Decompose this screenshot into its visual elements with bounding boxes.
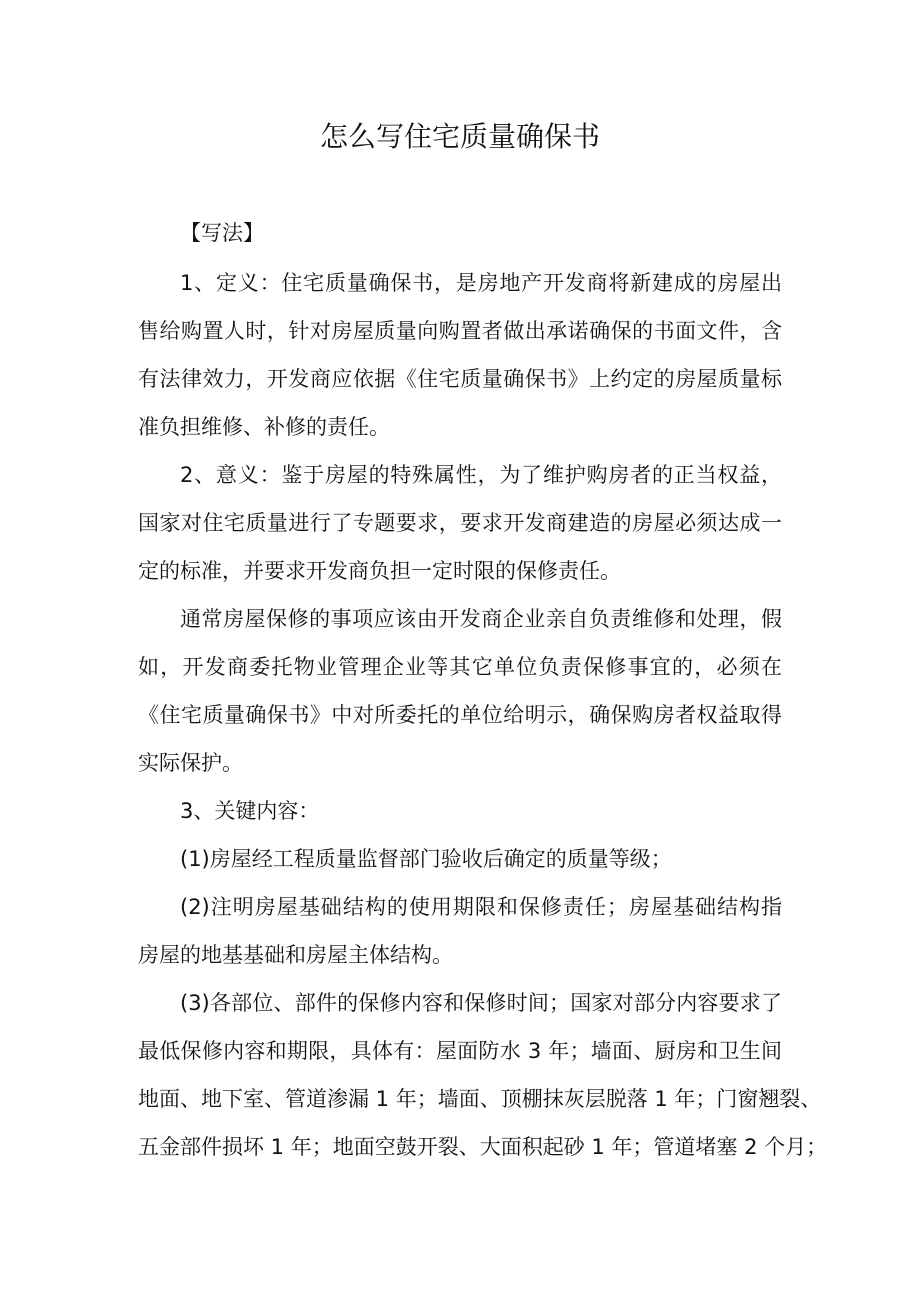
paragraph [138,259,782,451]
text-line: 《住宅质量确保书》中对所委托的单位给明示，确保购房者权益取得 [138,703,782,727]
paragraph [138,835,782,883]
paragraph [138,979,828,1171]
text-line: 五金部件损坏 1 年；地面空鼓开裂、大面积起砂 1 年；管道堵塞 2 个月； [138,1135,828,1159]
text-line: 最低保修内容和期限，具体有：屋面防水 3 年；墙面、厨房和卫生间 [138,1039,782,1063]
document-title: 怎么写住宅质量确保书 [319,120,600,153]
text-line: 地面、地下室、管道渗漏 1 年；墙面、顶棚抹灰层脱落 1 年；门窗翘裂、 [138,1087,822,1111]
text-line: 准负担维修、补修的责任。 [138,415,390,439]
text-line: 2、意义：鉴于房屋的特殊属性，为了维护购房者的正当权益， [180,463,782,487]
document-body [138,209,828,1171]
text-line: (2)注明房屋基础结构的使用期限和保修责任；房屋基础结构指 [180,895,782,919]
paragraph [138,451,782,595]
paragraphs [138,259,828,1171]
text-line: 实际保护。 [138,751,243,775]
text-line: 房屋的地基基础和房屋主体结构。 [138,943,453,967]
paragraph [138,787,782,835]
text-line: 有法律效力，开发商应依据《住宅质量确保书》上约定的房屋质量标 [138,367,782,391]
text-line: 1、定义：住宅质量确保书，是房地产开发商将新建成的房屋出 [180,271,782,295]
paragraph [138,595,782,787]
section-heading: 【写法】 [180,221,264,245]
text-line: 3、关键内容： [180,799,320,823]
text-line: 定的标准，并要求开发商负担一定时限的保修责任。 [138,559,621,583]
text-line: 通常房屋保修的事项应该由开发商企业亲自负责维修和处理，假 [180,607,782,631]
text-line: (3)各部位、部件的保修内容和保修时间；国家对部分内容要求了 [180,991,782,1015]
text-line: 如，开发商委托物业管理企业等其它单位负责保修事宜的，必须在 [138,655,782,679]
text-line: 国家对住宅质量进行了专题要求，要求开发商建造的房屋必须达成一 [138,511,782,535]
text-line: 售给购置人时，针对房屋质量向购置者做出承诺确保的书面文件，含 [138,319,782,343]
paragraph [138,883,782,979]
text-line: (1)房屋经工程质量监督部门验收后确定的质量等级； [180,847,672,871]
